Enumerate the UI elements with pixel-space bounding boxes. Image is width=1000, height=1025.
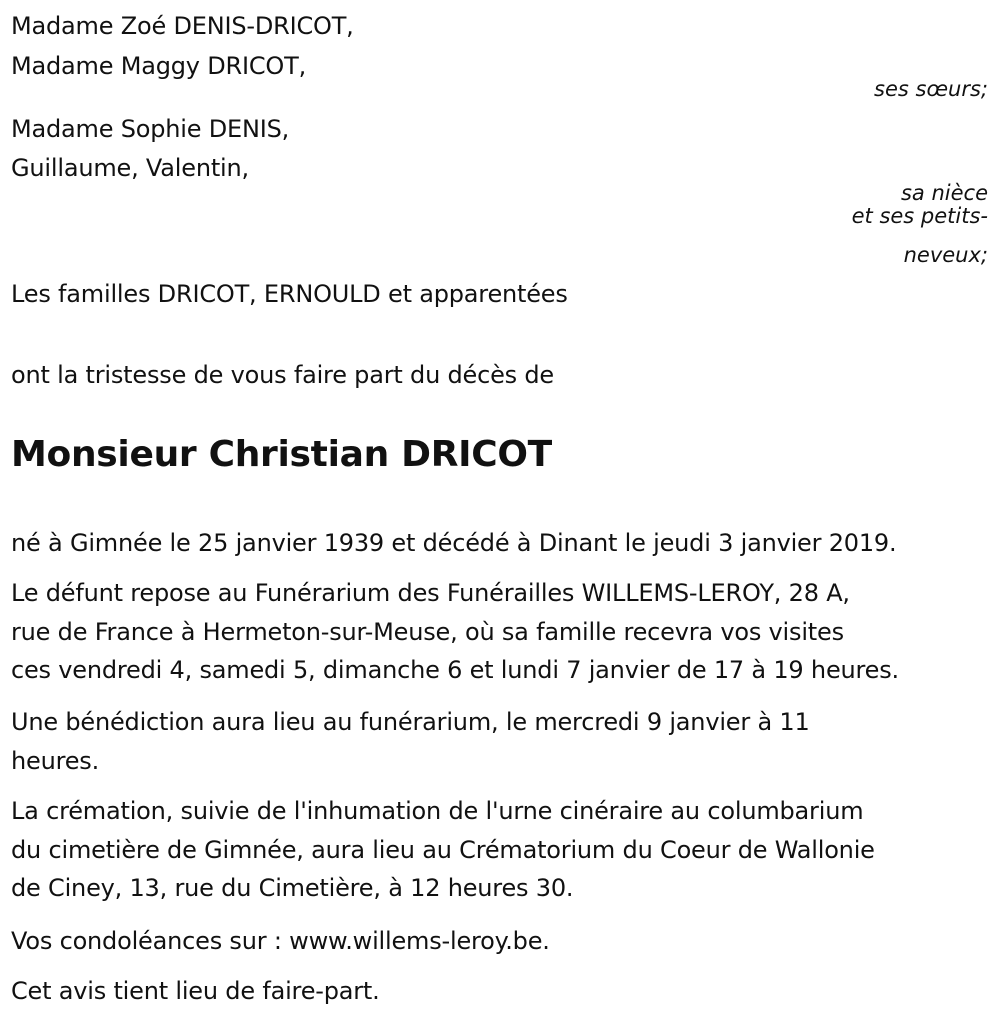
niece-role-line-3: neveux; <box>903 243 988 267</box>
sister-1: Madame Zoé DENIS-DRICOT, <box>11 12 354 40</box>
repose-line-3: ces vendredi 4, samedi 5, dimanche 6 et lundi 7 janvier de 17 à 19 heures. <box>11 656 899 684</box>
cremation-line-1: La crémation, suivie de l'inhumation de l'urne cinéraire au columbarium <box>11 797 864 825</box>
condolences-paragraph <box>11 922 996 961</box>
repose-line-1: Le défunt repose au Funérarium des Funérailles WILLEMS-LEROY, 28 A, <box>11 579 850 607</box>
cremation-line-2: du cimetière de Gimnée, aura lieu au Crématorium du Coeur de Wallonie <box>11 835 875 864</box>
notice-paragraph <box>11 972 996 1011</box>
grandnephews-names: Guillaume, Valentin, <box>11 154 249 182</box>
benediction-paragraph <box>11 703 996 780</box>
cremation-paragraph <box>11 792 996 908</box>
cremation-line-3: de Ciney, 13, rue du Cimetière, à 12 heures 30. <box>11 874 574 902</box>
notice-line: Cet avis tient lieu de faire-part. <box>11 977 380 1005</box>
families-line: Les familles DRICOT, ERNOULD et apparentées <box>11 280 568 308</box>
sisters-role: ses sœurs; <box>874 77 988 101</box>
repose-line-2: rue de France à Hermeton-sur-Meuse, où sa famille recevra vos visites <box>11 617 844 646</box>
benediction-line-1: Une bénédiction aura lieu au funérarium, le mercredi 9 janvier à 11 <box>11 708 810 736</box>
sister-2: Madame Maggy DRICOT, <box>11 52 307 80</box>
birth-death-paragraph <box>11 524 996 563</box>
birth-death-line: né à Gimnée le 25 janvier 1939 et décédé à Dinant le jeudi 3 janvier 2019. <box>11 529 897 557</box>
niece-role-line-1: sa nièce <box>900 181 988 205</box>
niece-name: Madame Sophie DENIS, <box>11 115 290 143</box>
announcement: ont la tristesse de vous faire part du décès de <box>11 361 554 389</box>
deceased-name: Monsieur Christian DRICOT <box>11 434 552 475</box>
condolences-line: Vos condoléances sur : www.willems-leroy.be. <box>11 927 550 955</box>
benediction-line-2: heures. <box>11 746 100 775</box>
repose-paragraph <box>11 574 996 690</box>
niece-role-line-2: et ses petits- <box>851 204 988 228</box>
